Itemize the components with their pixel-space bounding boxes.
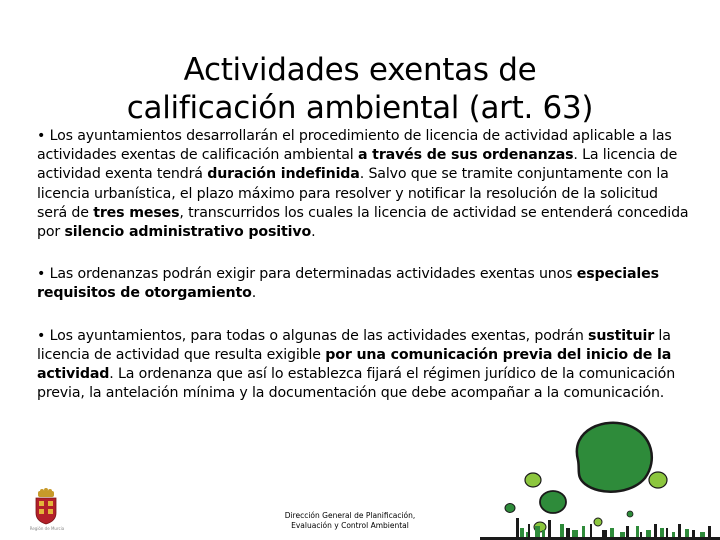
bold-segment: tres meses (93, 204, 180, 221)
footer-line-2: Evaluación y Control Ambiental (291, 521, 409, 530)
text-segment: . Salvo que se tramite conjuntamente con la licencia urbanística, el plazo máximo para resolver y notificar la resolución de la solicitud será de (37, 166, 669, 221)
text-segment: . La ordenanza que así lo establezca fijará el régimen jurídico de la comunicación previa, la antelación mínima y la documentación que debe acompañar a la comunicación. (37, 366, 676, 402)
footer (270, 511, 430, 531)
bold-segment: por una comunicación previa del inicio de la actividad (37, 346, 672, 383)
paragraph-3 (37, 327, 692, 404)
text-segment: • Los ayuntamientos desarrollarán el procedimiento de licencia de actividad aplicable a las actividades exentas de calificación ambiental (37, 128, 672, 164)
text-segment: . (251, 285, 257, 302)
title-line-1: Actividades exentas de (183, 51, 537, 88)
bold-segment: sustituir (588, 327, 655, 344)
green-circles-skyline-icon (480, 420, 720, 540)
bold-segment: a través de sus ordenanzas (357, 147, 574, 164)
paragraph-2 (37, 265, 692, 303)
logo-label: Región de Murcia (29, 526, 65, 531)
text-segment: • Los ayuntamientos, para todas o algunas de las actividades exentas, podrán (37, 327, 589, 344)
bold-segment: duración indefinida (207, 166, 360, 183)
bold-segment: silencio administrativo positivo (64, 224, 312, 241)
bold-segment: especiales requisitos de otorgamiento (37, 266, 659, 302)
body-text (37, 127, 692, 426)
text-segment: • Las ordenanzas podrán exigir para determinadas actividades exentas unos (37, 266, 577, 283)
paragraph-1 (37, 127, 692, 242)
text-segment: la licencia de actividad que resulta exigible (37, 327, 671, 363)
text-segment: . La licencia de actividad exenta tendrá (37, 147, 678, 183)
text-segment: , transcurridos los cuales la licencia de actividad se entenderá concedida por (37, 204, 689, 241)
footer-line-1: Dirección General de Planificación, (284, 511, 416, 520)
page-title (60, 51, 660, 127)
title-line-2: calificación ambiental (art. 63) (126, 89, 594, 126)
text-segment: . (311, 224, 316, 241)
